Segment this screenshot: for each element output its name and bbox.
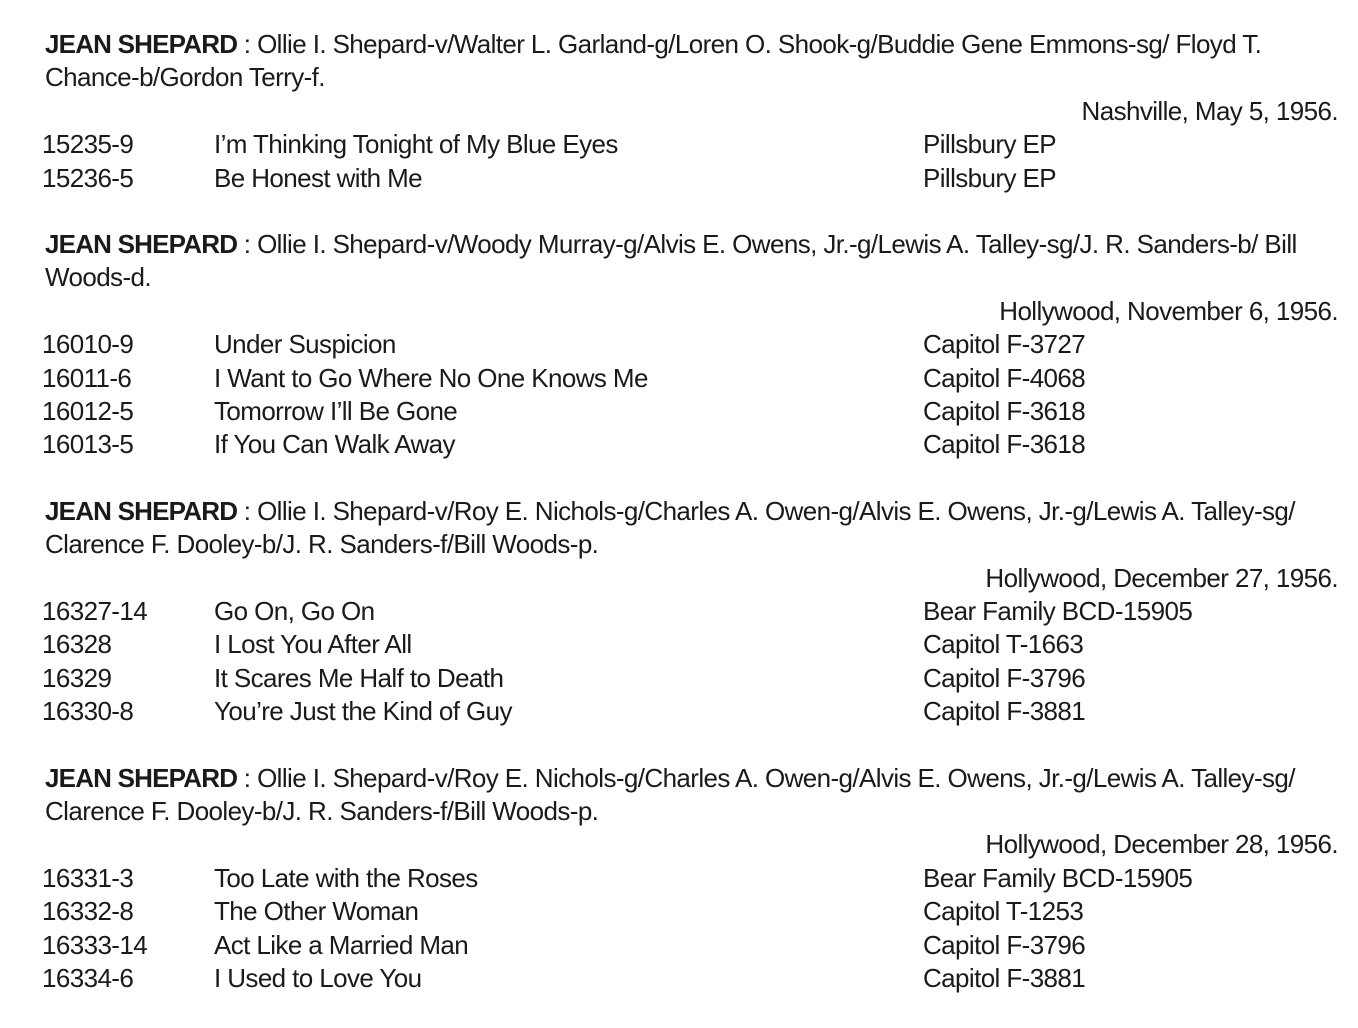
session-place-date: Hollywood, December 27, 1956. <box>985 562 1338 593</box>
issue-label: Capitol T-1253 <box>923 896 1084 927</box>
session-block <box>42 28 1338 195</box>
track-row <box>42 162 1338 195</box>
artist-name: JEAN SHEPARD <box>45 762 238 793</box>
track-row <box>42 428 1338 461</box>
track-row <box>42 895 1338 928</box>
artist-name: JEAN SHEPARD <box>45 228 238 259</box>
track-title: Act Like a Married Man <box>214 929 469 960</box>
matrix-number: 16329 <box>42 662 112 693</box>
track-title: I’m Thinking Tonight of My Blue Eyes <box>214 129 618 160</box>
personnel-line <box>45 495 1338 562</box>
session-block <box>42 495 1338 729</box>
artist-name: JEAN SHEPARD <box>45 29 238 59</box>
personnel-list: Ollie I. Shepard-v/Walter L. Garland-g/Loren O. Shook-g/Buddie Gene Emmons-sg/ Floyd T. Chance-b/Gordon Terry-f. <box>45 29 1262 93</box>
session-block <box>42 762 1338 996</box>
matrix-number: 16010-9 <box>42 329 134 360</box>
track-title: I Used to Love You <box>214 962 422 993</box>
personnel-list: Ollie I. Shepard-v/Roy E. Nichols-g/Charles A. Owen-g/Alvis E. Owens, Jr.-g/Lewis A. Talley-sg/ Clarence F. Dooley-b/J. R. Sanders-f/Bill Woods-p. <box>45 495 1295 560</box>
track-title: Too Late with the Roses <box>214 862 478 893</box>
track-title: Under Suspicion <box>214 329 396 360</box>
track-row <box>42 662 1338 695</box>
track-title: If You Can Walk Away <box>214 429 455 460</box>
artist-separator: : <box>237 29 258 59</box>
track-title: The Other Woman <box>214 896 419 927</box>
issue-label: Bear Family BCD-15905 <box>923 595 1193 626</box>
track-title: It Scares Me Half to Death <box>214 662 504 693</box>
matrix-number: 16334-6 <box>42 962 134 993</box>
matrix-number: 16330-8 <box>42 696 134 727</box>
issue-label: Pillsbury EP <box>923 129 1056 160</box>
track-title: You’re Just the Kind of Guy <box>214 696 512 727</box>
track-row <box>42 328 1338 361</box>
track-title: I Lost You After All <box>214 629 412 660</box>
session-place-date: Nashville, May 5, 1956. <box>1081 95 1338 126</box>
track-row <box>42 628 1338 661</box>
session-place-date: Hollywood, December 28, 1956. <box>985 829 1338 860</box>
personnel-line <box>45 762 1338 829</box>
track-title: Tomorrow I’ll Be Gone <box>214 395 458 426</box>
matrix-number: 16331-3 <box>42 862 134 893</box>
track-title: I Want to Go Where No One Knows Me <box>214 362 648 393</box>
issue-label: Capitol F-3881 <box>923 696 1086 727</box>
artist-separator: : <box>237 762 258 793</box>
artist-separator: : <box>237 228 258 259</box>
issue-label: Capitol F-3881 <box>923 962 1086 993</box>
track-row <box>42 695 1338 728</box>
track-row <box>42 128 1338 161</box>
track-row <box>42 395 1338 428</box>
issue-label: Capitol F-3618 <box>923 395 1086 426</box>
personnel-line <box>45 28 1338 95</box>
issue-label: Capitol F-4068 <box>923 362 1086 393</box>
issue-label: Bear Family BCD-15905 <box>923 862 1193 893</box>
artist-separator: : <box>237 495 258 526</box>
track-title: Go On, Go On <box>214 595 375 626</box>
matrix-number: 16327-14 <box>42 595 148 626</box>
personnel-list: Ollie I. Shepard-v/Woody Murray-g/Alvis E. Owens, Jr.-g/Lewis A. Talley-sg/J. R. Sanders-b/ Bill Woods-d. <box>45 228 1297 293</box>
matrix-number: 16333-14 <box>42 929 148 960</box>
issue-label: Capitol T-1663 <box>923 629 1084 660</box>
matrix-number: 16332-8 <box>42 896 134 927</box>
matrix-number: 15235-9 <box>42 129 134 160</box>
track-title: Be Honest with Me <box>214 162 423 193</box>
issue-label: Capitol F-3796 <box>923 662 1086 693</box>
personnel-line <box>45 228 1338 295</box>
track-row <box>42 962 1338 995</box>
track-row <box>42 929 1338 962</box>
track-row <box>42 862 1338 895</box>
personnel-list: Ollie I. Shepard-v/Roy E. Nichols-g/Charles A. Owen-g/Alvis E. Owens, Jr.-g/Lewis A. Talley-sg/ Clarence F. Dooley-b/J. R. Sanders-f/Bill Woods-p. <box>45 762 1295 826</box>
track-row <box>42 362 1338 395</box>
issue-label: Pillsbury EP <box>923 162 1056 193</box>
issue-label: Capitol F-3796 <box>923 929 1086 960</box>
issue-label: Capitol F-3618 <box>923 429 1086 460</box>
artist-name: JEAN SHEPARD <box>45 495 238 526</box>
matrix-number: 16328 <box>42 629 112 660</box>
matrix-number: 15236-5 <box>42 162 134 193</box>
matrix-number: 16013-5 <box>42 429 134 460</box>
matrix-number: 16012-5 <box>42 395 134 426</box>
issue-label: Capitol F-3727 <box>923 329 1086 360</box>
session-place-date: Hollywood, November 6, 1956. <box>999 295 1338 326</box>
session-block <box>42 228 1338 462</box>
track-row <box>42 595 1338 628</box>
matrix-number: 16011-6 <box>42 362 132 393</box>
discography-page <box>42 28 1338 1028</box>
